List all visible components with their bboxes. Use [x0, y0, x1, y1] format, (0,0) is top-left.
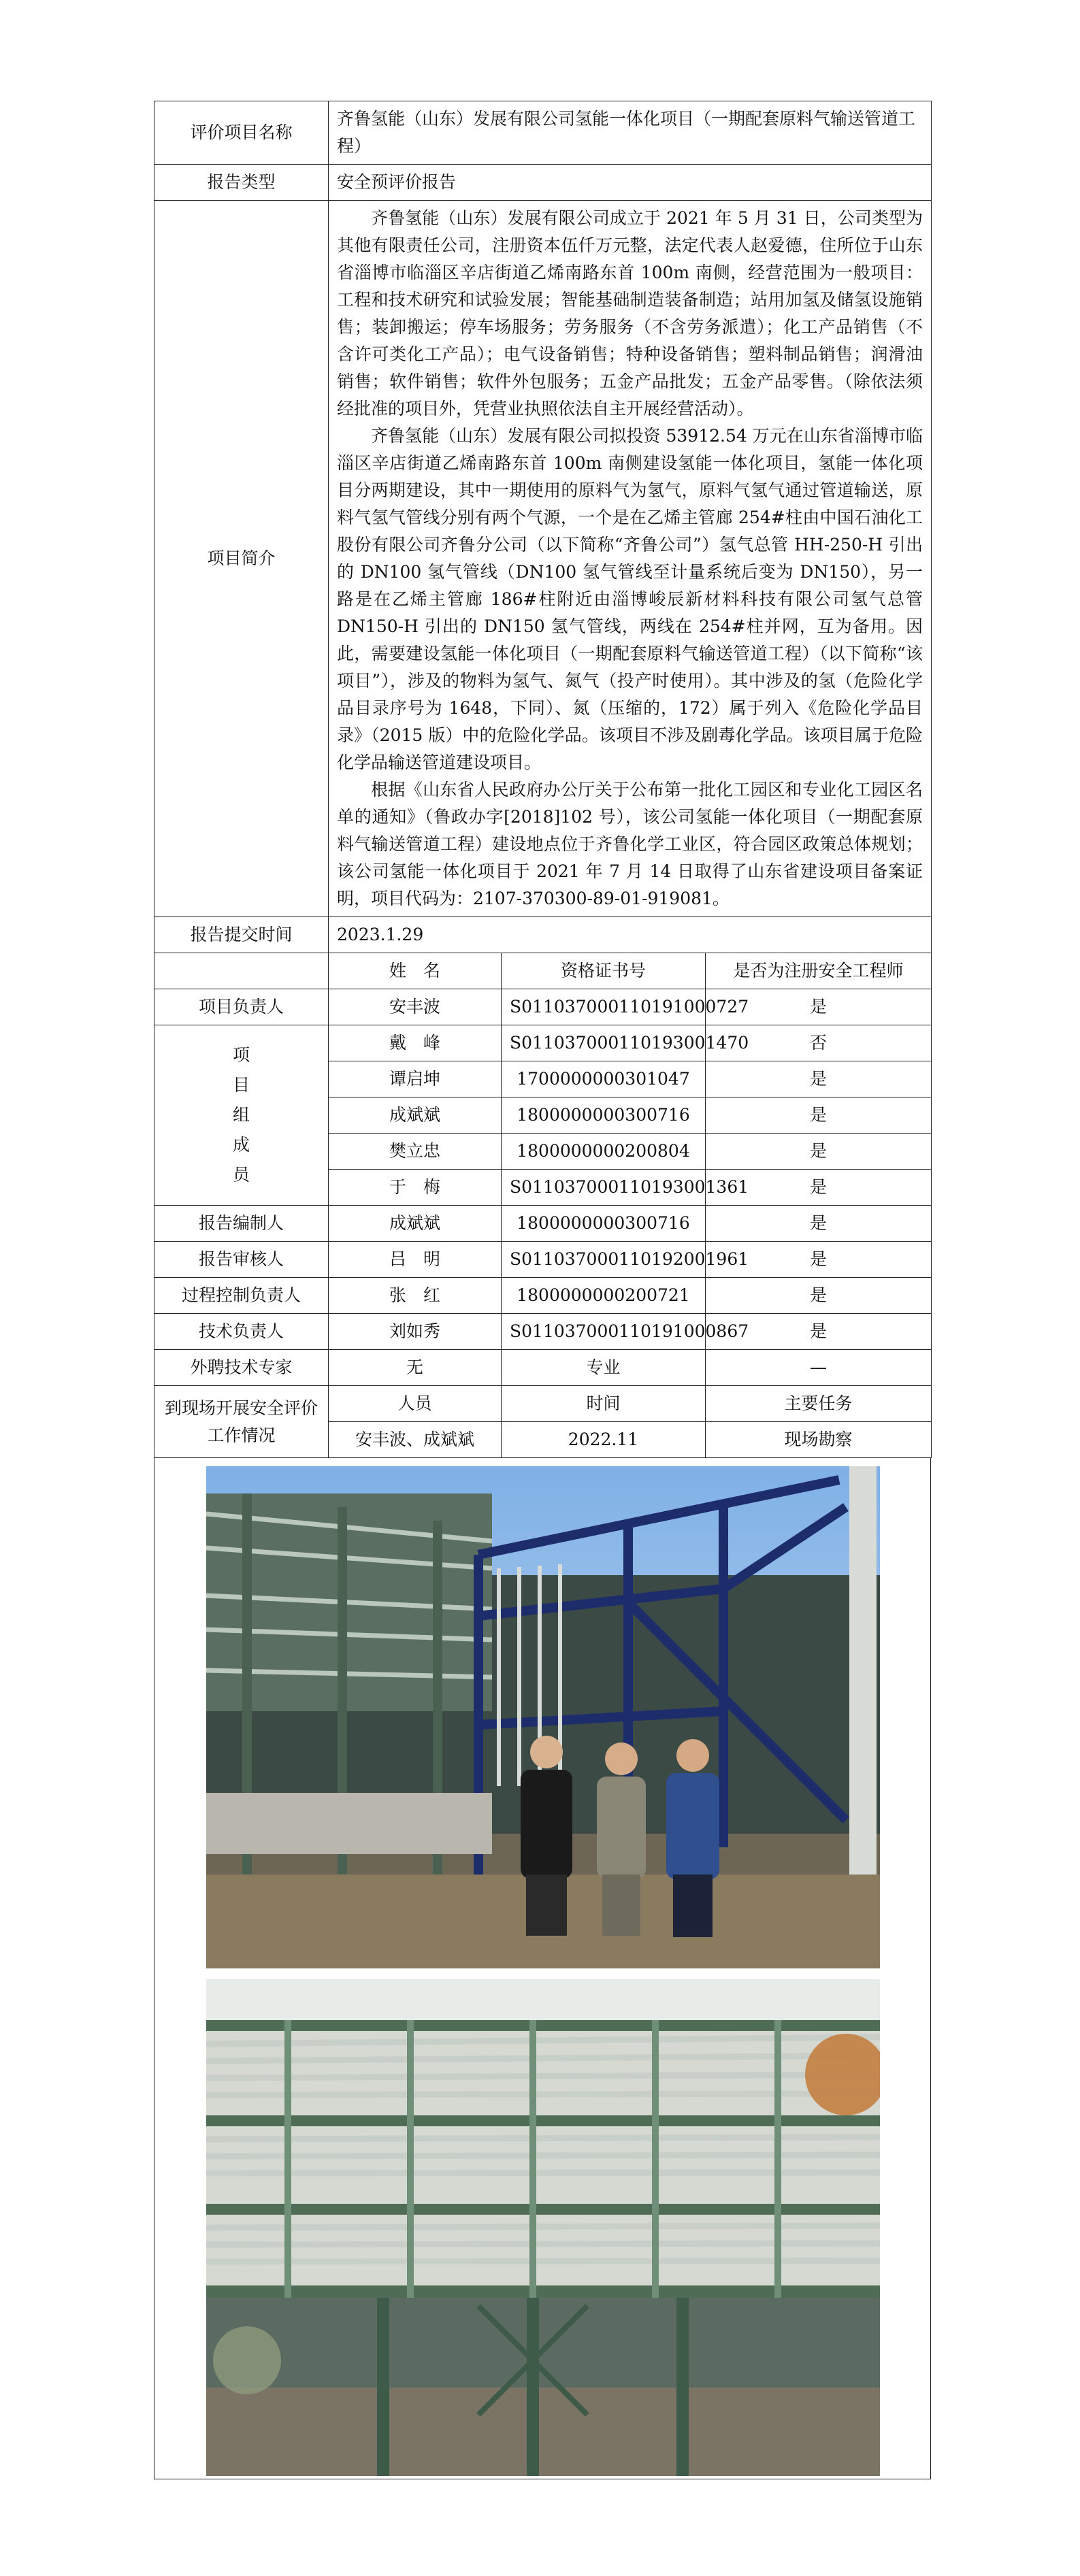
staff-header-registered: 是否为注册安全工程师: [706, 953, 932, 989]
team-row: [154, 1025, 932, 1061]
report-type-value: 安全预评价报告: [329, 165, 932, 201]
pipe-rack-people-image: [206, 1466, 880, 1968]
role-name: 吕 明: [329, 1242, 502, 1278]
site-col-time: 时间: [502, 1386, 706, 1422]
role-label: 报告审核人: [154, 1242, 329, 1278]
intro-paragraph: 齐鲁氢能（山东）发展有限公司拟投资 53912.54 万元在山东省淄博市临淄区辛店街道乙烯南路东首 100m 南侧建设氢能一体化项目，氢能一体化项目分两期建设，其中一期使用的原料气为氢气，原料气氢气通过管道输送，原料气氢气管线分别有两个气源，一个是在乙烯主管廊 254#柱由中国石油化工股份有限公司齐鲁分公司（以下简称“齐鲁公司”）氢气总管 HH-250-H 引出的 DN100 氢气管线（DN100 氢气管线至计量系统后变为 DN150），另一路是在乙烯主管廊 186#柱附近由淄博峻辰新材料科技有限公司氢气总管 DN150-H 引出的 DN150 氢气管线，两线在 254#柱并网，互为备用。因此，需要建设氢能一体化项目（一期配套原料气输送管道工程）（以下简称“该项目”），涉及的物料为氢气、氮气（投产时使用）。其中涉及的氢（危险化学品目录序号为 1648，下同）、氮（压缩的，172）属于列入《危险化学品目录》（2015 版）中的危险化学品。该项目不涉及剧毒化学品。该项目属于危险化学品输送管道建设项目。: [337, 426, 923, 772]
expert-label: 外聘技术专家: [154, 1350, 329, 1386]
team-member-cert: 1800000000300716: [502, 1097, 706, 1134]
role-cert: S011037000110191000867: [502, 1314, 706, 1350]
site-photo-rack-overview: [206, 1979, 880, 2476]
role-cert: S011037000110192001961: [502, 1242, 706, 1278]
project-intro-label: 项目简介: [154, 201, 329, 917]
row-submit-time: [154, 917, 932, 953]
team-member-registered: 是: [706, 1097, 932, 1134]
submit-time-value: 2023.1.29: [329, 917, 932, 953]
role-registered: 是: [706, 1314, 932, 1350]
role-registered: 是: [706, 1242, 932, 1278]
role-registered: 是: [706, 1278, 932, 1314]
pipe-rack-overview-image: [206, 1979, 880, 2476]
role-label: 报告编制人: [154, 1206, 329, 1242]
role-name: 成斌斌: [329, 1206, 502, 1242]
expert-field-label: 专业: [502, 1350, 706, 1386]
site-photo-with-people: [206, 1466, 880, 1968]
project-name-value: 齐鲁氢能（山东）发展有限公司氢能一体化项目（一期配套原料气输送管道工程）: [329, 101, 932, 165]
project-intro-text: [329, 201, 932, 917]
role-name: 张 红: [329, 1278, 502, 1314]
team-member-registered: 是: [706, 1170, 932, 1206]
site-time: 2022.11: [502, 1422, 706, 1458]
role-cert: 1800000000200721: [502, 1278, 706, 1314]
site-people: 安丰波、成斌斌: [329, 1422, 502, 1458]
role-name: 刘如秀: [329, 1314, 502, 1350]
role-cert: 1800000000300716: [502, 1206, 706, 1242]
site-photos-panel: [154, 1458, 931, 2479]
expert-row: [154, 1350, 932, 1386]
expert-value: 无: [329, 1350, 502, 1386]
team-members-label: [154, 1025, 329, 1206]
row-project-intro: [154, 201, 932, 917]
leader-registered: 是: [706, 989, 932, 1025]
site-col-task: 主要任务: [706, 1386, 932, 1422]
site-work-label: 到现场开展安全评价工作情况: [154, 1386, 329, 1458]
team-member-registered: 是: [706, 1134, 932, 1170]
team-member-name: 谭启坤: [329, 1061, 502, 1097]
staff-header-cert: 资格证书号: [502, 953, 706, 989]
role-label: 技术负责人: [154, 1314, 329, 1350]
leader-row: [154, 989, 932, 1025]
role-registered: 是: [706, 1206, 932, 1242]
team-member-name: 戴 峰: [329, 1025, 502, 1061]
role-row: [154, 1278, 932, 1314]
evaluation-info-sheet: [154, 101, 931, 2479]
site-task: 现场勘察: [706, 1422, 932, 1458]
team-member-cert: 1700000000301047: [502, 1061, 706, 1097]
report-type-label: 报告类型: [154, 165, 329, 201]
row-report-type: [154, 165, 932, 201]
leader-role: 项目负责人: [154, 989, 329, 1025]
leader-name: 安丰波: [329, 989, 502, 1025]
team-label-char: 成: [232, 1135, 250, 1155]
team-label-char: 目: [232, 1075, 250, 1095]
info-table: [154, 101, 932, 1458]
row-project-name: [154, 101, 932, 165]
team-member-cert: S011037000110193001470: [502, 1025, 706, 1061]
team-label-char: 项: [232, 1045, 250, 1065]
site-header-row: [154, 1386, 932, 1422]
people-group: [521, 1736, 719, 1937]
leader-cert: S011037000110191000727: [502, 989, 706, 1025]
role-row: [154, 1314, 932, 1350]
team-label-char: 组: [232, 1105, 250, 1125]
team-member-cert: 1800000000200804: [502, 1134, 706, 1170]
role-label: 过程控制负责人: [154, 1278, 329, 1314]
site-col-people: 人员: [329, 1386, 502, 1422]
team-member-name: 成斌斌: [329, 1097, 502, 1134]
staff-header-blank: [154, 953, 329, 989]
staff-header-row: [154, 953, 932, 989]
team-label-char: 员: [232, 1165, 250, 1185]
project-name-label: 评价项目名称: [154, 101, 329, 165]
team-member-cert: S011037000110193001361: [502, 1170, 706, 1206]
expert-field-value: —: [706, 1350, 932, 1386]
intro-paragraph: 根据《山东省人民政府办公厅关于公布第一批化工园区和专业化工园区名单的通知》（鲁政办字[2018]102 号），该公司氢能一体化项目（一期配套原料气输送管道工程）建设地点位于齐鲁化学工业区，符合园区政策总体规划；该公司氢能一体化项目于 2021 年 7 月 14 日取得了山东省建设项目备案证明，项目代码为：2107-370300-89-01-919081。: [337, 780, 923, 908]
intro-paragraph: 齐鲁氢能（山东）发展有限公司成立于 2021 年 5 月 31 日，公司类型为其他有限责任公司，注册资本伍仟万元整，法定代表人赵爱德，住所位于山东省淄博市临淄区辛店街道乙烯南路东首 100m 南侧，经营范围为一般项目：工程和技术研究和试验发展；智能基础制造装备制造；站用加氢及储氢设施销售；装卸搬运；停车场服务；劳务服务（不含劳务派遣）；化工产品销售（不含许可类化工产品）；电气设备销售；特种设备销售；塑料制品销售；润滑油销售；软件销售；软件外包服务；五金产品批发；五金产品零售。（除依法须经批准的项目外，凭营业执照依法自主开展经营活动）。: [337, 208, 923, 418]
role-row: [154, 1242, 932, 1278]
submit-time-label: 报告提交时间: [154, 917, 329, 953]
staff-header-name: 姓 名: [329, 953, 502, 989]
team-member-registered: 否: [706, 1025, 932, 1061]
role-row: [154, 1206, 932, 1242]
team-member-name: 樊立忠: [329, 1134, 502, 1170]
team-member-registered: 是: [706, 1061, 932, 1097]
team-member-name: 于 梅: [329, 1170, 502, 1206]
